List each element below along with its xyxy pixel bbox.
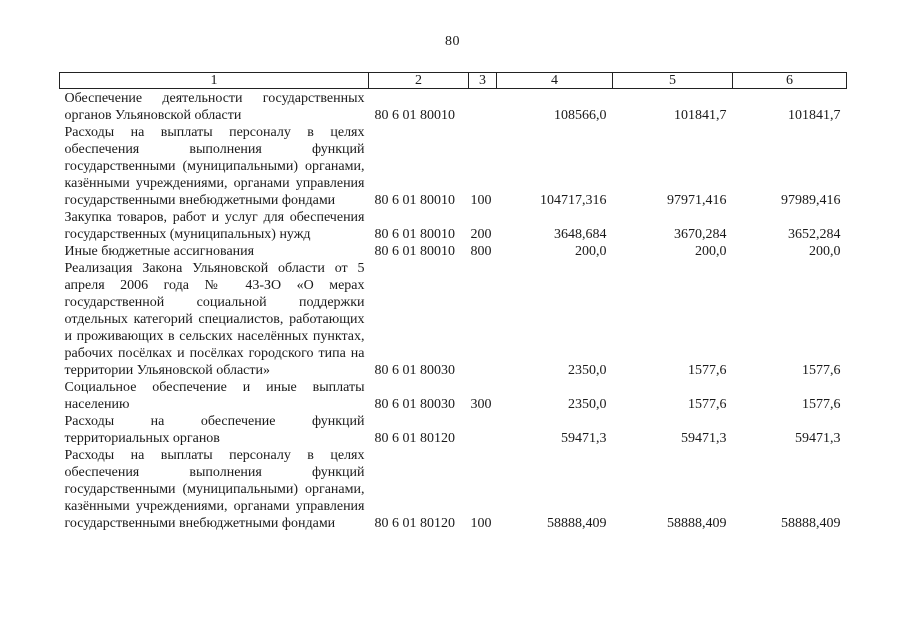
row-value-4: 3648,684: [554, 227, 607, 242]
row-value-6: 101841,7: [788, 108, 841, 123]
row-value-5: 1577,6: [688, 363, 727, 378]
row-value-6: 59471,3: [795, 431, 841, 446]
table-row: [60, 89, 847, 125]
row-name: Расходы на обеспечение функций территориальных органов: [64, 414, 365, 446]
row-name: Реализация Закона Ульяновской области от 5 апреля 2006 года № 43-ЗО «О мерах государственной социальной поддержки отдельных категорий специалистов, работающих и проживающих в сельских населённых пунктах, рабочих посёлках и посёлках городского типа на территории Ульяновской области»: [64, 261, 365, 378]
row-value-5: 1577,6: [688, 397, 727, 412]
table-row: [60, 260, 847, 379]
row-code: 80 6 01 80030: [374, 397, 455, 412]
row-value-5: 101841,7: [674, 108, 727, 123]
row-code: 80 6 01 80010: [374, 227, 455, 242]
row-kind: 300: [470, 397, 492, 412]
row-value-4: 200,0: [575, 244, 607, 259]
row-value-4: 2350,0: [568, 397, 607, 412]
table-row: [60, 124, 847, 209]
row-kind: [469, 260, 497, 379]
table-body: [60, 89, 847, 533]
header-col-6: 6: [733, 73, 847, 89]
row-value-5: 58888,409: [667, 516, 727, 531]
row-value-5: 200,0: [695, 244, 727, 259]
table-row: [60, 209, 847, 243]
table-row: [60, 379, 847, 413]
row-code: 80 6 01 80010: [374, 193, 455, 208]
row-value-4: 58888,409: [547, 516, 607, 531]
header-col-4: 4: [497, 73, 613, 89]
row-value-6: 1577,6: [802, 397, 841, 412]
row-value-6: 58888,409: [781, 516, 841, 531]
header-col-2: 2: [369, 73, 469, 89]
row-name: Расходы на выплаты персоналу в целях обеспечения выполнения функций государственными (муниципальными) органами, казёнными учреждениями, органами управления государственными внебюджетными фондами: [64, 125, 365, 208]
table-header: [60, 73, 847, 89]
row-name: Закупка товаров, работ и услуг для обеспечения государственных (муниципальных) нужд: [64, 210, 365, 242]
row-name: Иные бюджетные ассигнования: [64, 244, 255, 259]
row-kind: 800: [470, 244, 492, 259]
row-code: 80 6 01 80010: [374, 244, 455, 259]
row-kind: 100: [470, 516, 492, 531]
header-col-3: 3: [469, 73, 497, 89]
table-row: [60, 243, 847, 260]
table-row: [60, 447, 847, 532]
row-kind: 100: [470, 193, 492, 208]
header-col-1: 1: [60, 73, 369, 89]
row-code: 80 6 01 80120: [374, 431, 455, 446]
row-value-6: 3652,284: [788, 227, 841, 242]
row-kind: [469, 413, 497, 447]
row-code: 80 6 01 80030: [374, 363, 455, 378]
row-value-6: 1577,6: [802, 363, 841, 378]
row-code: 80 6 01 80120: [374, 516, 455, 531]
row-value-6: 200,0: [809, 244, 841, 259]
row-value-4: 108566,0: [554, 108, 607, 123]
budget-table: [59, 72, 847, 532]
row-value-4: 59471,3: [561, 431, 607, 446]
row-value-5: 59471,3: [681, 431, 727, 446]
row-value-5: 97971,416: [667, 193, 727, 208]
row-value-5: 3670,284: [674, 227, 727, 242]
table-row: [60, 413, 847, 447]
header-col-5: 5: [613, 73, 733, 89]
header-row: [60, 73, 847, 89]
row-kind: 200: [470, 227, 492, 242]
row-value-4: 2350,0: [568, 363, 607, 378]
row-value-4: 104717,316: [540, 193, 607, 208]
row-value-6: 97989,416: [781, 193, 841, 208]
row-name: Социальное обеспечение и иные выплаты населению: [64, 380, 365, 412]
row-name: Обеспечение деятельности государственных органов Ульяновской области: [64, 91, 365, 123]
page-number: 80: [445, 34, 460, 49]
row-name: Расходы на выплаты персоналу в целях обеспечения выполнения функций государственными (муниципальными) органами, казёнными учреждениями, органами управления государственными внебюджетными фондами: [64, 448, 365, 531]
row-kind: [469, 89, 497, 125]
row-code: 80 6 01 80010: [374, 108, 455, 123]
